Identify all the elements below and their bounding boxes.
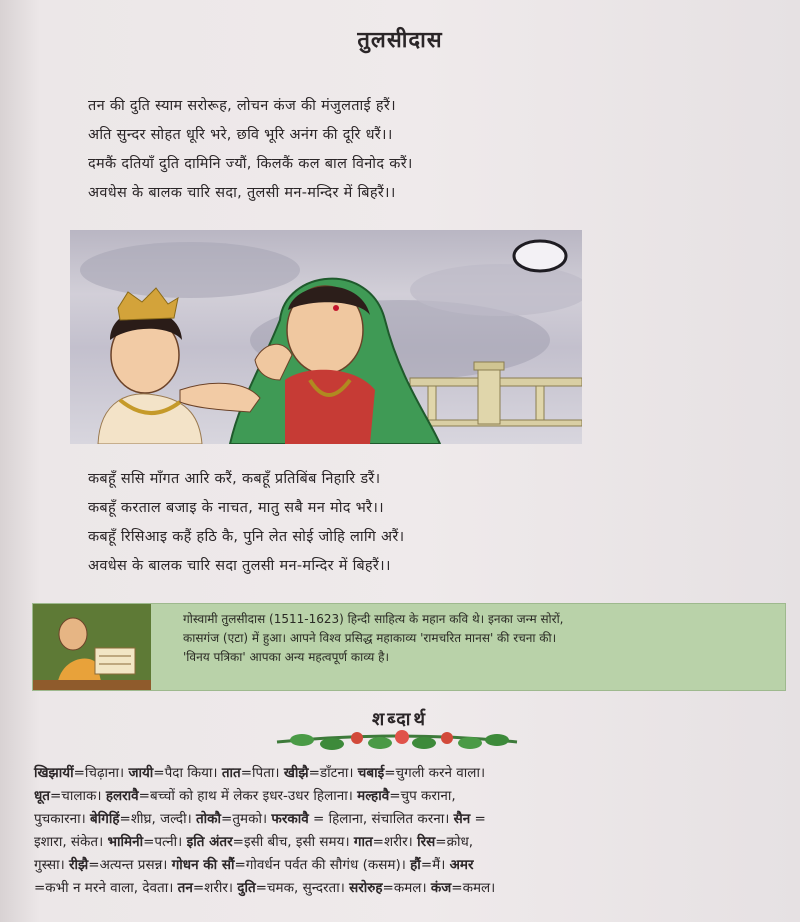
vocabulary-meaning: =चिढ़ाना। (73, 765, 129, 781)
author-portrait (33, 604, 151, 690)
poem-stanza-2 (88, 465, 608, 581)
vocabulary-line (34, 877, 774, 900)
vocabulary-meaning: =अत्यन्त प्रसन्न। (88, 857, 172, 873)
vocabulary-word: भामिनी (107, 834, 144, 850)
vocabulary-word: खिझायीं (34, 765, 74, 781)
vocabulary-meaning: गुस्सा। (34, 857, 70, 873)
vocabulary-meaning: पुचकारना। (34, 811, 91, 827)
floral-divider-icon (272, 728, 522, 754)
vocabulary-word: रिस (417, 834, 436, 850)
vocabulary-word: दुति (237, 880, 256, 896)
vocabulary-word: धूत (34, 788, 50, 804)
vocabulary-word: सरोरुह (349, 880, 383, 896)
vocabulary-meaning: =शीघ्र, जल्दी। (119, 811, 196, 827)
vocabulary-meaning: =चुप कराना, (389, 788, 456, 804)
vocabulary-meaning: =इसी बीच, इसी समय। (232, 834, 354, 850)
vocabulary-meaning: =पैदा किया। (153, 765, 222, 781)
author-bio-text (183, 610, 778, 667)
vocabulary-meaning: =पिता। (240, 765, 284, 781)
vocabulary-list (34, 762, 774, 900)
vocabulary-line (34, 854, 774, 877)
vocabulary-word: रीझै (69, 857, 89, 873)
vocabulary-word: इति अंतर (186, 834, 233, 850)
vocabulary-meaning: =कमल। (382, 880, 431, 896)
vocabulary-line (34, 831, 774, 854)
vocabulary-meaning: =पत्नी। (143, 834, 187, 850)
vocabulary-word: कंज (430, 880, 452, 896)
vocabulary-word: हलरावै (105, 788, 139, 804)
vocabulary-meaning: =शरीर। (192, 880, 238, 896)
vocabulary-meaning: = हिलाना, संचालित करना। (308, 811, 454, 827)
poem-line: कबहूँ ससि माँगत आरि करैं, कबहूँ प्रतिबिंब निहारि डरैं। (88, 471, 381, 487)
vocabulary-line (34, 808, 774, 831)
vocabulary-meaning: =चमक, सुन्दरता। (255, 880, 350, 896)
vocabulary-word: सैन (453, 811, 471, 827)
poem-line: कबहूँ करताल बजाइ के नाचत, मातु सबै मन मोद भरै।। (88, 500, 384, 516)
poem-line: अति सुन्दर सोहत धूरि भरे, छवि भूरि अनंग की दूरि धरैं।। (88, 127, 393, 143)
bio-line: 'विनय पत्रिका' आपका अन्य महत्वपूर्ण काव्य है। (183, 650, 390, 664)
poem-line: कबहूँ रिसिआइ कहैं हठि कै, पुनि लेत सोई जोहि लागि अरैं। (88, 529, 405, 545)
vocabulary-meaning: =गोवर्धन पर्वत की सौगंध (कसम)। (234, 857, 411, 873)
vocabulary-meaning: =बच्चों को हाथ में लेकर इधर-उधर हिलाना। (138, 788, 358, 804)
vocabulary-meaning: =कभी न मरने वाला, देवता। (34, 880, 178, 896)
poem-line: अवधेस के बालक चारि सदा तुलसी मन-मन्दिर में बिहरैं।। (88, 558, 391, 574)
vocabulary-word: खीझै (283, 765, 309, 781)
bio-line: कासगंज (एटा) में हुआ। आपने विश्व प्रसिद्ध महाकाव्य 'रामचरित मानस' की रचना की। (183, 631, 557, 645)
poem-line: दमकैं दतियाँ दुति दामिनि ज्यौं, किलकैं कल बाल विनोद करैं। (88, 156, 413, 172)
vocabulary-meaning: =मैं। (420, 857, 450, 873)
illustration-mother-child (70, 230, 582, 444)
vocabulary-meaning: =चालाक। (50, 788, 106, 804)
vocabulary-line (34, 785, 774, 808)
vocabulary-meaning: =क्रोध, (435, 834, 474, 850)
vocabulary-word: तन (177, 880, 193, 896)
poem-stanza-1 (88, 92, 608, 208)
vocabulary-word: चबाई (357, 765, 385, 781)
vocabulary-meaning: =तुमको। (221, 811, 272, 827)
vocabulary-word: मल्हावै (357, 788, 390, 804)
vocabulary-word: बेगिहिं (90, 811, 120, 827)
author-bio-box (32, 603, 786, 691)
vocabulary-word: जायी (128, 765, 154, 781)
poem-line: तन की दुति स्याम सरोरूह, लोचन कंज की मंजुलताई हरैं। (88, 98, 396, 114)
vocabulary-line (34, 762, 774, 785)
vocabulary-meaning: = (470, 811, 486, 827)
vocabulary-meaning: इशारा, संकेत। (34, 834, 108, 850)
vocabulary-word: अमर (449, 857, 474, 873)
bio-line: गोस्वामी तुलसीदास (1511-1623) हिन्दी साहित्य के महान कवि थे। इनका जन्म सोरों, (183, 612, 564, 626)
vocabulary-heading: शब्दार्थ (372, 709, 428, 730)
vocabulary-word: गात (353, 834, 373, 850)
vocabulary-word: तात (221, 765, 241, 781)
vocabulary-meaning: =कमल। (451, 880, 496, 896)
page-title: तुलसीदास (357, 28, 443, 53)
vocabulary-word: फरकावै (271, 811, 309, 827)
poem-line: अवधेस के बालक चारि सदा, तुलसी मन-मन्दिर में बिहरैं।। (88, 185, 396, 201)
vocabulary-word: हौं (410, 857, 421, 873)
vocabulary-meaning: =डाँटना। (308, 765, 358, 781)
vocabulary-word: गोधन की सौं (171, 857, 235, 873)
vocabulary-word: तोकौ (195, 811, 222, 827)
vocabulary-meaning: =शरीर। (372, 834, 418, 850)
vocabulary-meaning: =चुगली करने वाला। (384, 765, 486, 781)
